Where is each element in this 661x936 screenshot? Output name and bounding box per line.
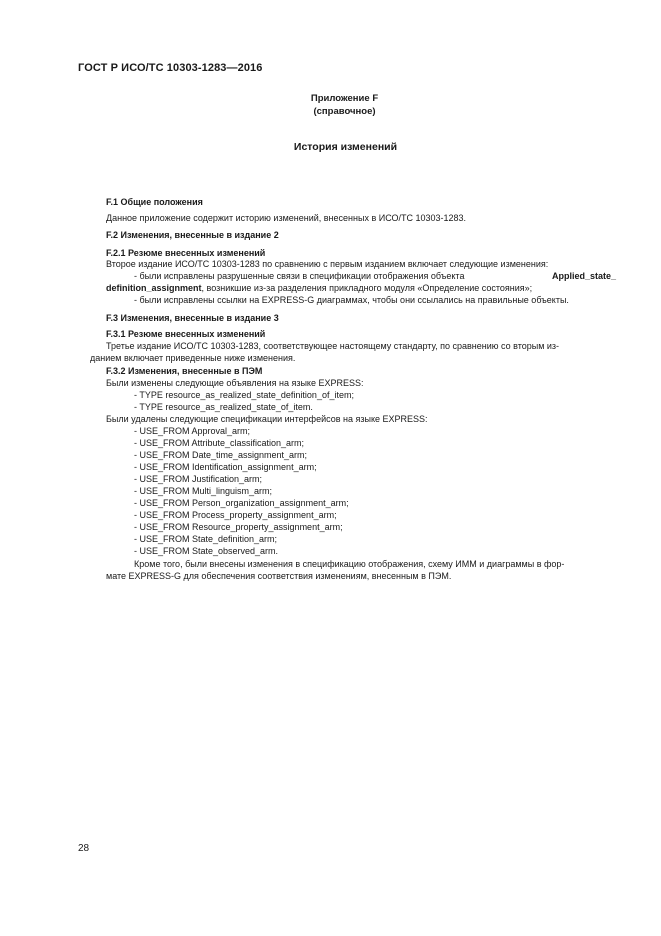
section-f3-heading: F.3 Изменения, внесенные в издание 3 xyxy=(106,313,279,323)
item1-entity-part2: definition_assignment xyxy=(106,283,202,293)
removed-item: - USE_FROM Attribute_classification_arm; xyxy=(134,438,305,448)
removed-item: - USE_FROM Resource_property_assignment_arm; xyxy=(134,522,343,532)
item1-text-cont: , возникшие из-за разделения прикладного модуля «Определение состояния»; xyxy=(201,283,533,293)
section-f21-heading: F.2.1 Резюме внесенных изменений xyxy=(106,248,266,258)
changed-item: - TYPE resource_as_realized_state_of_item. xyxy=(134,402,313,412)
closing-text-line2: мате EXPRESS-G для обеспечения соответствия изменениям, внесенным в ПЭМ. xyxy=(106,571,452,581)
section-f31-heading: F.3.1 Резюме внесенных изменений xyxy=(106,329,266,339)
section-f2-heading: F.2 Изменения, внесенные в издание 2 xyxy=(106,230,279,240)
removed-item: - USE_FROM State_observed_arm. xyxy=(134,546,279,556)
changed-intro: Были изменены следующие объявления на языке EXPRESS: xyxy=(106,378,364,388)
removed-item: - USE_FROM Date_time_assignment_arm; xyxy=(134,450,308,460)
annex-label: Приложение F xyxy=(310,93,379,104)
item1-text: - были исправлены разрушенные связи в спецификации отображения объекта xyxy=(134,271,465,281)
removed-item: - USE_FROM Identification_assignment_arm; xyxy=(134,462,317,472)
section-f21-intro: Второе издание ИСО/ТС 10303-1283 по сравнению с первым изданием включает следующие изменения: xyxy=(106,259,549,269)
removed-item: - USE_FROM Process_property_assignment_arm; xyxy=(134,510,337,520)
page-number: 28 xyxy=(78,843,90,854)
removed-item: - USE_FROM Justification_arm; xyxy=(134,474,263,484)
section-f31-text-line1: Третье издание ИСО/ТС 10303-1283, соответствующее настоящему стандарту, по сравнению со вторым из- xyxy=(106,341,560,351)
history-title: История изменений xyxy=(293,141,398,153)
removed-item: - USE_FROM Person_organization_assignment_arm; xyxy=(134,498,349,508)
section-f21-item2: - были исправлены ссылки на EXPRESS-G диаграммах, чтобы они ссылались на правильные объекты. xyxy=(134,295,569,305)
removed-intro: Были удалены следующие спецификации интерфейсов на языке EXPRESS: xyxy=(106,414,428,424)
section-f32-heading: F.3.2 Изменения, внесенные в ПЭМ xyxy=(106,366,263,376)
standard-header: ГОСТ Р ИСО/ТС 10303-1283—2016 xyxy=(78,62,263,74)
item1-entity-part1: Applied_state_ xyxy=(551,271,616,281)
closing-text-line1: Кроме того, были внесены изменения в спецификацию отображения, схему ИММ и диаграммы в фор- xyxy=(134,559,565,569)
removed-item: - USE_FROM Multi_linguism_arm; xyxy=(134,486,273,496)
removed-item: - USE_FROM State_definition_arm; xyxy=(134,534,278,544)
annex-kind: (справочное) xyxy=(313,106,376,117)
section-f21-item1-line1 xyxy=(134,271,616,283)
section-f1-text: Данное приложение содержит историю изменений, внесенных в ИСО/ТС 10303-1283. xyxy=(106,213,467,223)
removed-item: - USE_FROM Approval_arm; xyxy=(134,426,251,436)
section-f31-text-line2: данием включает приведенные ниже изменения. xyxy=(90,353,296,363)
section-f21-item1-line2 xyxy=(106,283,532,295)
changed-item: - TYPE resource_as_realized_state_definition_of_item; xyxy=(134,390,354,400)
section-f1-heading: F.1 Общие положения xyxy=(106,197,203,207)
annex-title xyxy=(0,92,661,118)
